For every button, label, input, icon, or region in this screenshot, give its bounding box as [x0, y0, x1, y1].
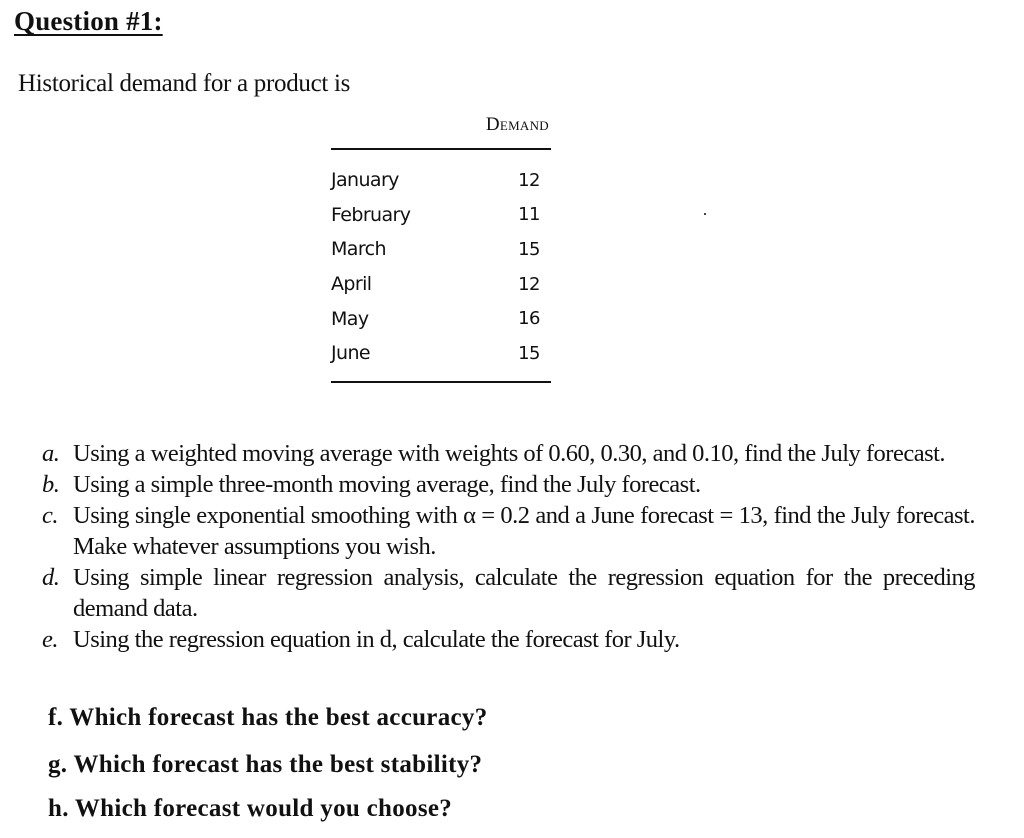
question-letter: b.	[42, 471, 60, 498]
scan-speck	[704, 213, 706, 215]
month-label: March	[331, 238, 386, 261]
demand-value: 15	[518, 238, 540, 260]
table-row	[331, 232, 551, 267]
demand-value: 12	[518, 273, 540, 295]
question-h: h. Which forecast would you choose?	[48, 795, 453, 822]
question-letter: e.	[42, 626, 58, 653]
question-d	[40, 562, 975, 624]
question-letter: a.	[42, 440, 60, 467]
question-text: Using single exponential smoothing with α = 0.2 and a June forecast = 13, find the July forecast. Make whatever assumptions you wish.	[73, 502, 975, 560]
demand-table	[331, 110, 551, 383]
demand-value: 12	[518, 169, 540, 191]
month-label: May	[331, 307, 369, 330]
question-c	[40, 500, 975, 562]
question-text: Using a simple three-month moving average, find the July forecast.	[73, 471, 701, 498]
table-body	[331, 150, 551, 383]
month-label: June	[331, 342, 370, 365]
month-label: February	[331, 203, 411, 226]
table-row	[331, 336, 551, 371]
table-header	[331, 110, 551, 150]
question-list	[40, 438, 975, 655]
question-e	[40, 624, 975, 655]
question-heading: Question #1:	[14, 6, 163, 36]
table-row	[331, 163, 551, 198]
intro-text: Historical demand for a product is	[18, 70, 351, 97]
question-b	[40, 469, 975, 500]
demand-value: 11	[518, 204, 540, 226]
question-g: g. Which forecast has the best stability?	[48, 751, 483, 778]
month-label: April	[331, 273, 372, 296]
question-text: Using a weighted moving average with weights of 0.60, 0.30, and 0.10, find the July forecast.	[73, 440, 946, 467]
question-text: Using the regression equation in d, calculate the forecast for July.	[73, 626, 680, 653]
table-row	[331, 267, 551, 302]
question-a	[40, 438, 975, 469]
table-row	[331, 301, 551, 336]
question-text: Using simple linear regression analysis, calculate the regression equation for the preceding demand data.	[73, 564, 975, 622]
question-f: f. Which forecast has the best accuracy?	[48, 704, 488, 731]
demand-column-title: Demand	[485, 114, 549, 135]
table-row	[331, 198, 551, 233]
month-label: January	[331, 169, 399, 192]
demand-value: 15	[518, 342, 540, 364]
demand-value: 16	[518, 308, 540, 330]
question-letter: c.	[42, 502, 58, 529]
question-letter: d.	[42, 564, 60, 591]
